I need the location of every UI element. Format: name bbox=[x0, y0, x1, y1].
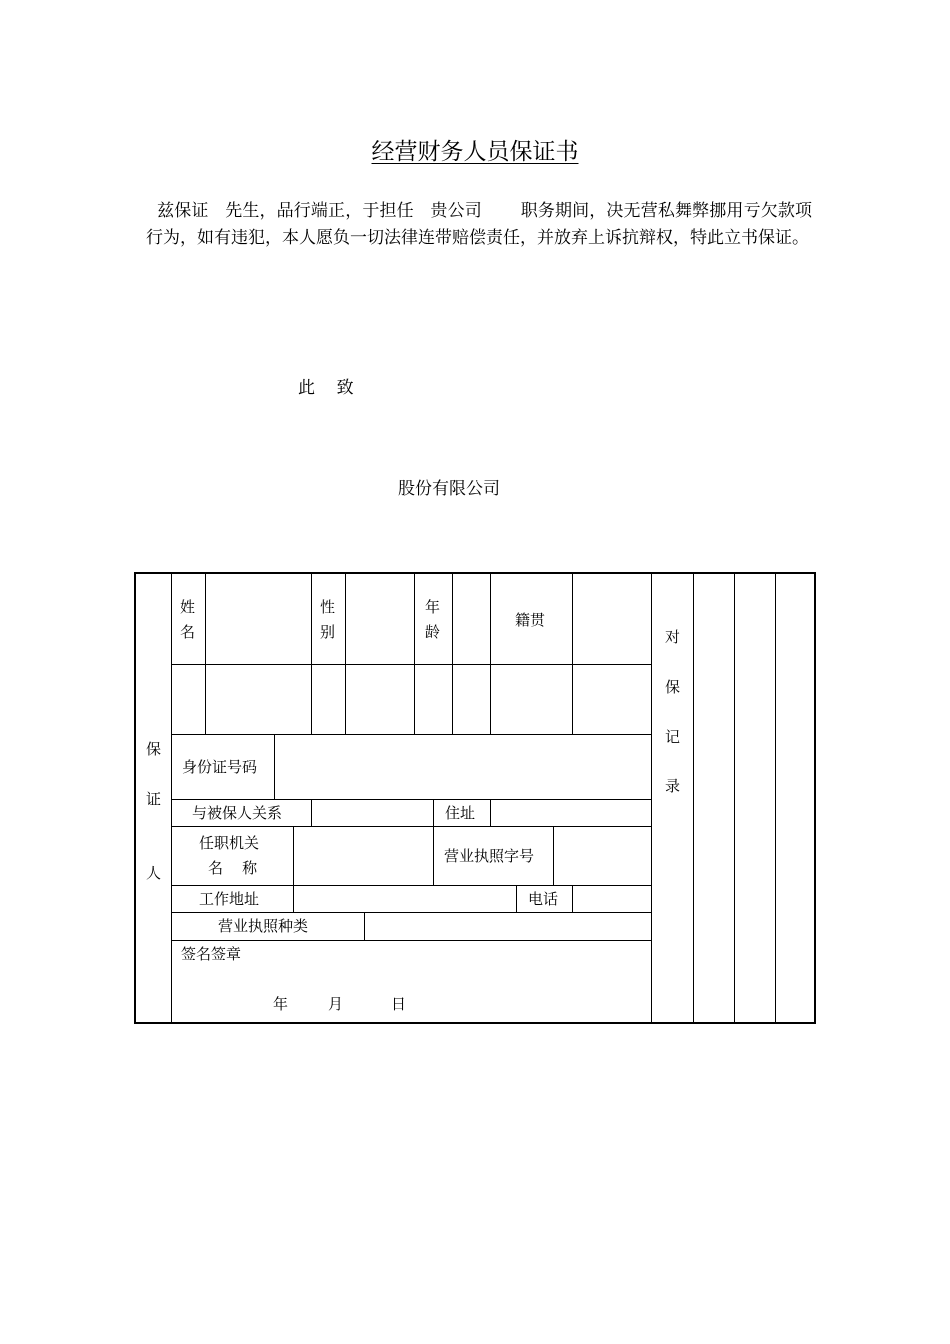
grid-line bbox=[516, 885, 517, 912]
gender-label-1: 性 bbox=[320, 598, 336, 616]
name-label-1: 姓 bbox=[180, 598, 196, 616]
grid-line bbox=[171, 912, 651, 913]
date-year: 年 bbox=[273, 995, 289, 1013]
record-label-1: 对 bbox=[665, 628, 681, 646]
guarantor-label-3: 人 bbox=[146, 864, 162, 882]
signature-label: 签名签章 bbox=[181, 945, 242, 963]
phone-label: 电话 bbox=[528, 890, 559, 908]
relation-label: 与被保人关系 bbox=[192, 804, 283, 822]
salutation: 此 致 bbox=[298, 378, 354, 398]
grid-line bbox=[651, 574, 652, 1022]
grid-line bbox=[293, 885, 294, 912]
grid-line bbox=[345, 574, 346, 734]
date-month: 月 bbox=[328, 995, 344, 1013]
grid-line bbox=[775, 574, 776, 1022]
grid-line bbox=[414, 574, 415, 734]
guarantor-label-2: 证 bbox=[146, 790, 162, 808]
grid-line bbox=[171, 940, 651, 941]
name-label-2: 名 bbox=[180, 623, 196, 641]
grid-line bbox=[490, 574, 491, 734]
grid-line bbox=[171, 885, 651, 886]
license-no-label: 营业执照字号 bbox=[444, 847, 535, 865]
record-label-3: 记 bbox=[665, 728, 681, 746]
grid-line bbox=[433, 826, 434, 885]
grid-line bbox=[205, 574, 206, 734]
address-label: 住址 bbox=[445, 804, 476, 822]
grid-line bbox=[490, 799, 491, 826]
gender-label-2: 别 bbox=[320, 623, 336, 641]
company-name: 股份有限公司 bbox=[398, 479, 500, 499]
grid-line bbox=[171, 734, 651, 735]
grid-line bbox=[171, 799, 651, 800]
record-label-4: 录 bbox=[665, 777, 681, 795]
grid-line bbox=[452, 574, 453, 734]
grid-line bbox=[293, 826, 294, 885]
page-title: 经营财务人员保证书 bbox=[371, 139, 579, 165]
guarantor-form-table bbox=[134, 572, 816, 1024]
grid-line bbox=[171, 664, 651, 665]
employer-label-1: 任职机关 bbox=[199, 834, 260, 852]
grid-line bbox=[553, 826, 554, 885]
grid-line bbox=[572, 885, 573, 912]
date-day: 日 bbox=[391, 995, 407, 1013]
grid-line bbox=[572, 574, 573, 734]
grid-line bbox=[171, 826, 651, 827]
age-label-1: 年 bbox=[425, 598, 441, 616]
grid-line bbox=[364, 912, 365, 940]
guarantor-label-1: 保 bbox=[146, 740, 162, 758]
statement-paragraph: 兹保证 先生，品行端正，于担任 贵公司 职务期间，决无营私舞弊挪用亏欠款项行为，如有违犯，本人愿负一切法律连带赔偿责任，并放弃上诉抗辩权，特此立书保证。 bbox=[146, 201, 813, 248]
grid-line bbox=[311, 574, 312, 734]
age-label-2: 龄 bbox=[425, 623, 441, 641]
grid-line bbox=[274, 734, 275, 799]
grid-line bbox=[311, 799, 312, 826]
grid-line bbox=[693, 574, 694, 1022]
guarantee-statement bbox=[146, 198, 812, 251]
id-number-label: 身份证号码 bbox=[182, 758, 258, 776]
grid-line bbox=[734, 574, 735, 1022]
work-address-label: 工作地址 bbox=[199, 890, 260, 908]
employer-label-2: 名 称 bbox=[208, 859, 258, 877]
record-label-2: 保 bbox=[665, 678, 681, 696]
native-place-label: 籍贯 bbox=[515, 611, 546, 629]
license-type-label: 营业执照种类 bbox=[218, 917, 309, 935]
grid-line bbox=[171, 574, 172, 1022]
grid-line bbox=[433, 799, 434, 826]
